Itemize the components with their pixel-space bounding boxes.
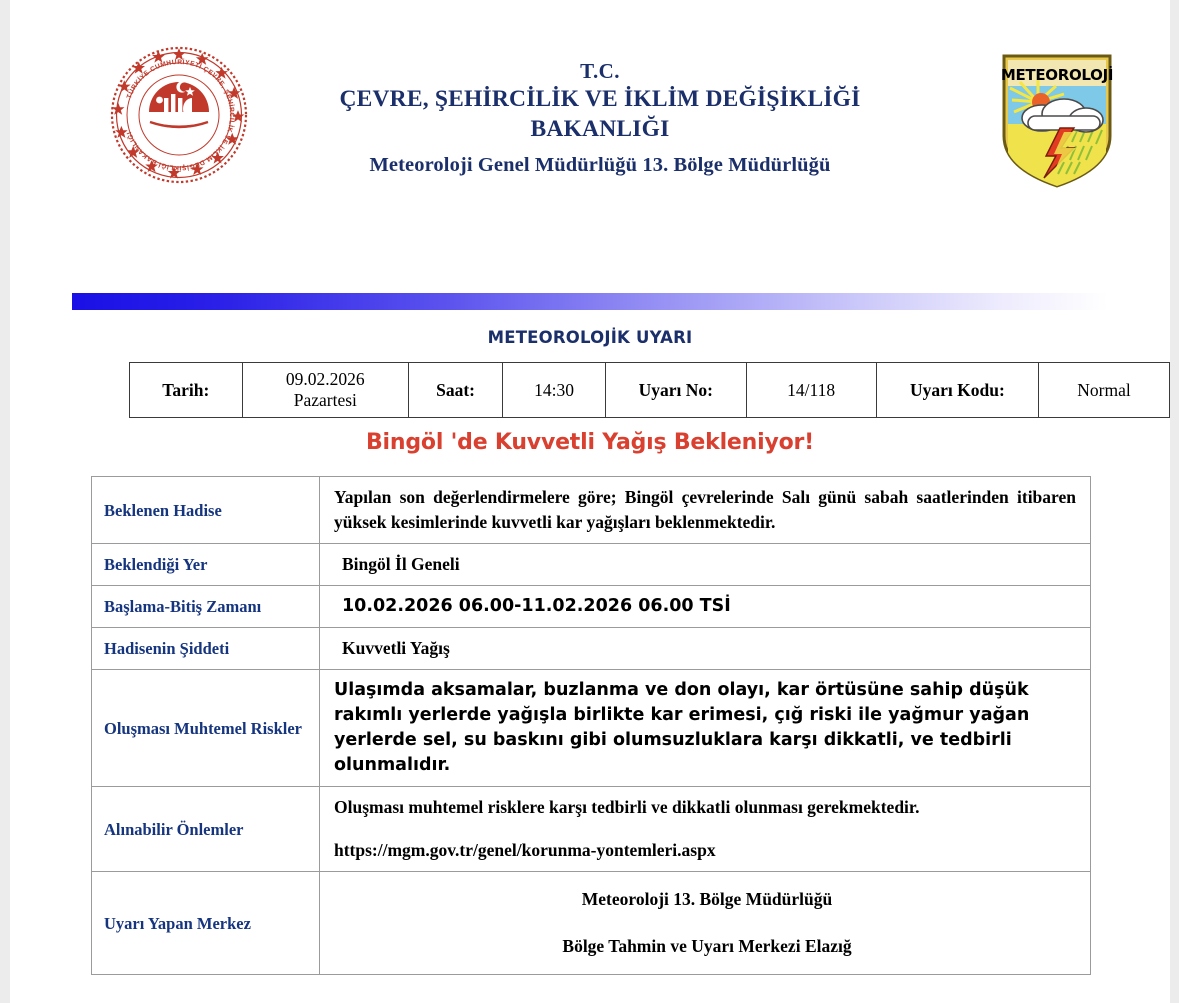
table-row — [92, 586, 1091, 628]
warning-headline: Bingöl 'de Kuvvetli Yağış Bekleniyor! — [365, 430, 814, 455]
location-value: Bingöl İl Geneli — [320, 544, 1091, 586]
time-label: Saat: — [409, 363, 503, 418]
date-value-text: 09.02.2026 — [285, 369, 365, 389]
warning-info-table — [129, 362, 1170, 418]
measures-url[interactable]: https://mgm.gov.tr/genel/korunma-yontemleri.aspx — [334, 840, 716, 860]
severity-label: Hadisenin Şiddeti — [92, 628, 320, 670]
measures-value — [320, 787, 1091, 872]
document-header — [10, 0, 1170, 215]
location-label: Beklendiği Yer — [92, 544, 320, 586]
title-department: Meteoroloji Genel Müdürlüğü 13. Bölge Müdürlüğü — [369, 154, 831, 176]
warning-details-table — [91, 476, 1091, 975]
center-value — [320, 872, 1091, 975]
title-tc: T.C. — [580, 59, 620, 83]
meteoroloji-shield-logo — [998, 50, 1116, 190]
warning-heading: METEOROLOJİK UYARI — [487, 328, 693, 347]
table-row — [130, 363, 1170, 418]
center-line-2: Bölge Tahmin ve Uyarı Merkezi Elazığ — [562, 936, 852, 956]
ministry-seal-logo — [106, 42, 252, 188]
date-value — [242, 363, 408, 418]
measures-label: Alınabilir Önlemler — [92, 787, 320, 872]
seal-ring-text: TÜRKİYE CUMHURİYETİ ÇEVRE, ŞEHİRCİLİK VE İKLİM DEĞİŞİKLİĞİ BAKANLIĞI — [125, 58, 236, 172]
risks-value: Ulaşımda aksamalar, buzlanma ve don olayı, kar örtüsüne sahip düşük rakımlı yerlerde yağışla birlikte kar erimesi, çığ riski ile yağmur yağan yerlerde sel, su baskını gibi olumsuzluklara karşı dikkatli, ve tedbirli olunmalıdır. — [320, 670, 1091, 787]
expected-event-value: Yapılan son değerlendirmelere göre; Bingöl çevrelerinde Salı günü sabah saatlerinden itibaren yüksek kesimlerinde kuvvetli kar yağışları beklenmektedir. — [320, 477, 1091, 544]
table-row — [92, 872, 1091, 975]
warning-code-label: Uyarı Kodu: — [876, 363, 1038, 418]
header-titles — [270, 58, 930, 180]
risks-label: Oluşması Muhtemel Riskler — [92, 670, 320, 787]
table-row — [92, 477, 1091, 544]
severity-value: Kuvvetli Yağış — [320, 628, 1091, 670]
center-line-1: Meteoroloji 13. Bölge Müdürlüğü — [581, 889, 833, 909]
title-ministry-line1: ÇEVRE, ŞEHİRCİLİK VE İKLİM DEĞİŞİKLİĞİ — [339, 86, 861, 112]
expected-event-label: Beklenen Hadise — [92, 477, 320, 544]
document-page — [10, 0, 1170, 1003]
table-row — [92, 787, 1091, 872]
time-range-value: 10.02.2026 06.00-11.02.2026 06.00 TSİ — [320, 586, 1091, 628]
table-row — [92, 544, 1091, 586]
warning-no-label: Uyarı No: — [606, 363, 747, 418]
date-label: Tarih: — [130, 363, 243, 418]
warning-code-value: Normal — [1039, 363, 1170, 418]
warning-no-value: 14/118 — [746, 363, 876, 418]
time-value: 14:30 — [503, 363, 606, 418]
table-row — [92, 670, 1091, 787]
gradient-divider-bar — [72, 293, 1108, 310]
center-label: Uyarı Yapan Merkez — [92, 872, 320, 975]
table-row — [92, 628, 1091, 670]
shield-label: METEOROLOJİ — [1000, 66, 1114, 84]
date-day-text: Pazartesi — [293, 390, 357, 410]
time-range-label: Başlama-Bitiş Zamanı — [92, 586, 320, 628]
measures-text: Oluşması muhtemel risklere karşı tedbirli ve dikkatli olunması gerekmektedir. — [334, 797, 920, 817]
title-ministry-line2: BAKANLIĞI — [530, 116, 670, 142]
